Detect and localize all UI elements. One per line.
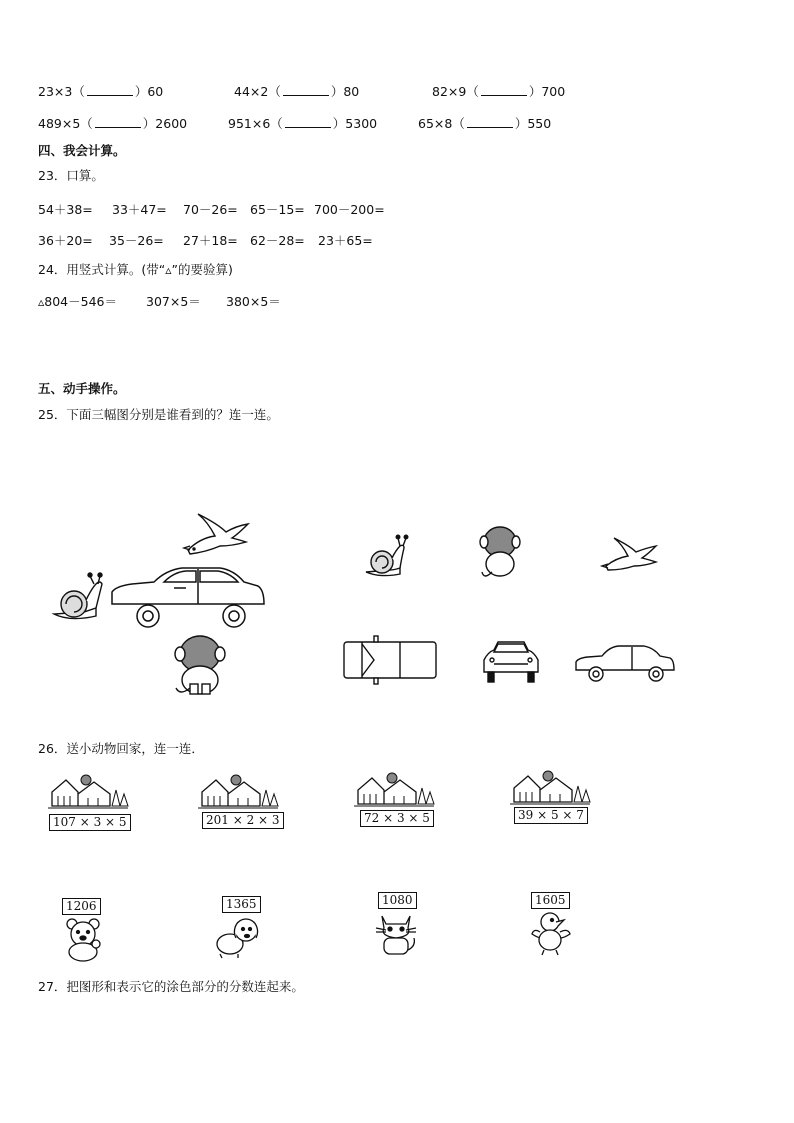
house-icon — [48, 772, 128, 812]
math-expression: 700－200= — [314, 202, 385, 217]
house-icon — [354, 770, 434, 810]
house-icon — [198, 772, 278, 812]
answer-blank[interactable] — [95, 116, 141, 128]
animal-number: 1080 — [378, 892, 417, 909]
car-side-icon — [576, 646, 674, 681]
answer-blank[interactable] — [467, 116, 513, 128]
calc-expression: 307×5＝ — [146, 294, 201, 309]
house-icon — [510, 768, 590, 808]
question-25-title: 25．下面三幅图分别是谁看到的？连一连。 — [38, 407, 279, 422]
answer-blank[interactable] — [481, 84, 527, 96]
answer-blank[interactable] — [87, 84, 133, 96]
swallow-icon — [602, 538, 656, 570]
scene-illustration — [40, 500, 320, 710]
views-row — [340, 630, 680, 690]
comparison-left: 82×9（ — [432, 84, 479, 99]
comparison-right: ）5300 — [332, 116, 378, 131]
bird-icon — [530, 910, 574, 956]
dog-icon — [214, 914, 266, 958]
bear-icon — [62, 916, 106, 962]
comparison-item — [432, 84, 565, 100]
car-top-view-icon — [344, 636, 436, 684]
comparison-left: 65×8（ — [418, 116, 465, 131]
comparison-left: 951×6（ — [228, 116, 283, 131]
snail-icon — [366, 535, 408, 575]
cat-icon — [374, 910, 418, 958]
math-expression: 62－28= — [250, 233, 305, 248]
monkey-back-icon — [480, 527, 520, 576]
math-expression: 35－26= — [109, 233, 164, 248]
answer-blank[interactable] — [285, 116, 331, 128]
comparison-left: 23×3（ — [38, 84, 85, 99]
comparison-left: 489×5（ — [38, 116, 93, 131]
section-4-title: 四、我会计算。 — [38, 143, 126, 158]
animal-number: 1365 — [222, 896, 261, 913]
answer-blank[interactable] — [283, 84, 329, 96]
math-expression: 27＋18= — [183, 233, 238, 248]
comparison-right: ）2600 — [142, 116, 188, 131]
comparison-right: ）550 — [514, 116, 552, 131]
comparison-item — [234, 84, 359, 100]
monkey-back-icon — [175, 636, 225, 694]
comparison-left: 44×2（ — [234, 84, 281, 99]
house-expression: 39 × 5 × 7 — [514, 807, 588, 824]
comparison-item — [418, 116, 551, 132]
math-expression: 36＋20= — [38, 233, 93, 248]
comparison-item — [38, 116, 187, 132]
math-expression: 23＋65= — [318, 233, 373, 248]
question-27-title: 27．把图形和表示它的涂色部分的分数连起来。 — [38, 979, 304, 994]
comparison-item — [38, 84, 163, 100]
question-23-title: 23．口算。 — [38, 168, 104, 183]
question-26-title: 26．送小动物回家，连一连． — [38, 741, 204, 756]
section-5-title: 五、动手操作。 — [38, 381, 126, 396]
house-expression: 72 × 3 × 5 — [360, 810, 434, 827]
comparison-right: ）80 — [330, 84, 360, 99]
snail-icon — [54, 573, 102, 619]
house-expression: 201 × 2 × 3 — [202, 812, 284, 829]
question-24-title: 24．用竖式计算。(带“▵”的要验算) — [38, 262, 233, 277]
house-expression: 107 × 3 × 5 — [49, 814, 131, 831]
comparison-right: ）700 — [528, 84, 566, 99]
comparison-right: ）60 — [134, 84, 164, 99]
math-expression: 65－15= — [250, 202, 305, 217]
calc-expression: 380×5＝ — [226, 294, 281, 309]
animal-number: 1605 — [531, 892, 570, 909]
math-expression: 70－26= — [183, 202, 238, 217]
viewers-row — [360, 520, 690, 590]
car-front-view-icon — [484, 642, 538, 682]
animal-number: 1206 — [62, 898, 101, 915]
math-expression: 54＋38= — [38, 202, 93, 217]
calc-expression: ▵804－546＝ — [38, 294, 117, 309]
swallow-icon — [184, 514, 248, 554]
car-side-icon — [112, 568, 264, 627]
math-expression: 33＋47= — [112, 202, 167, 217]
comparison-item — [228, 116, 377, 132]
